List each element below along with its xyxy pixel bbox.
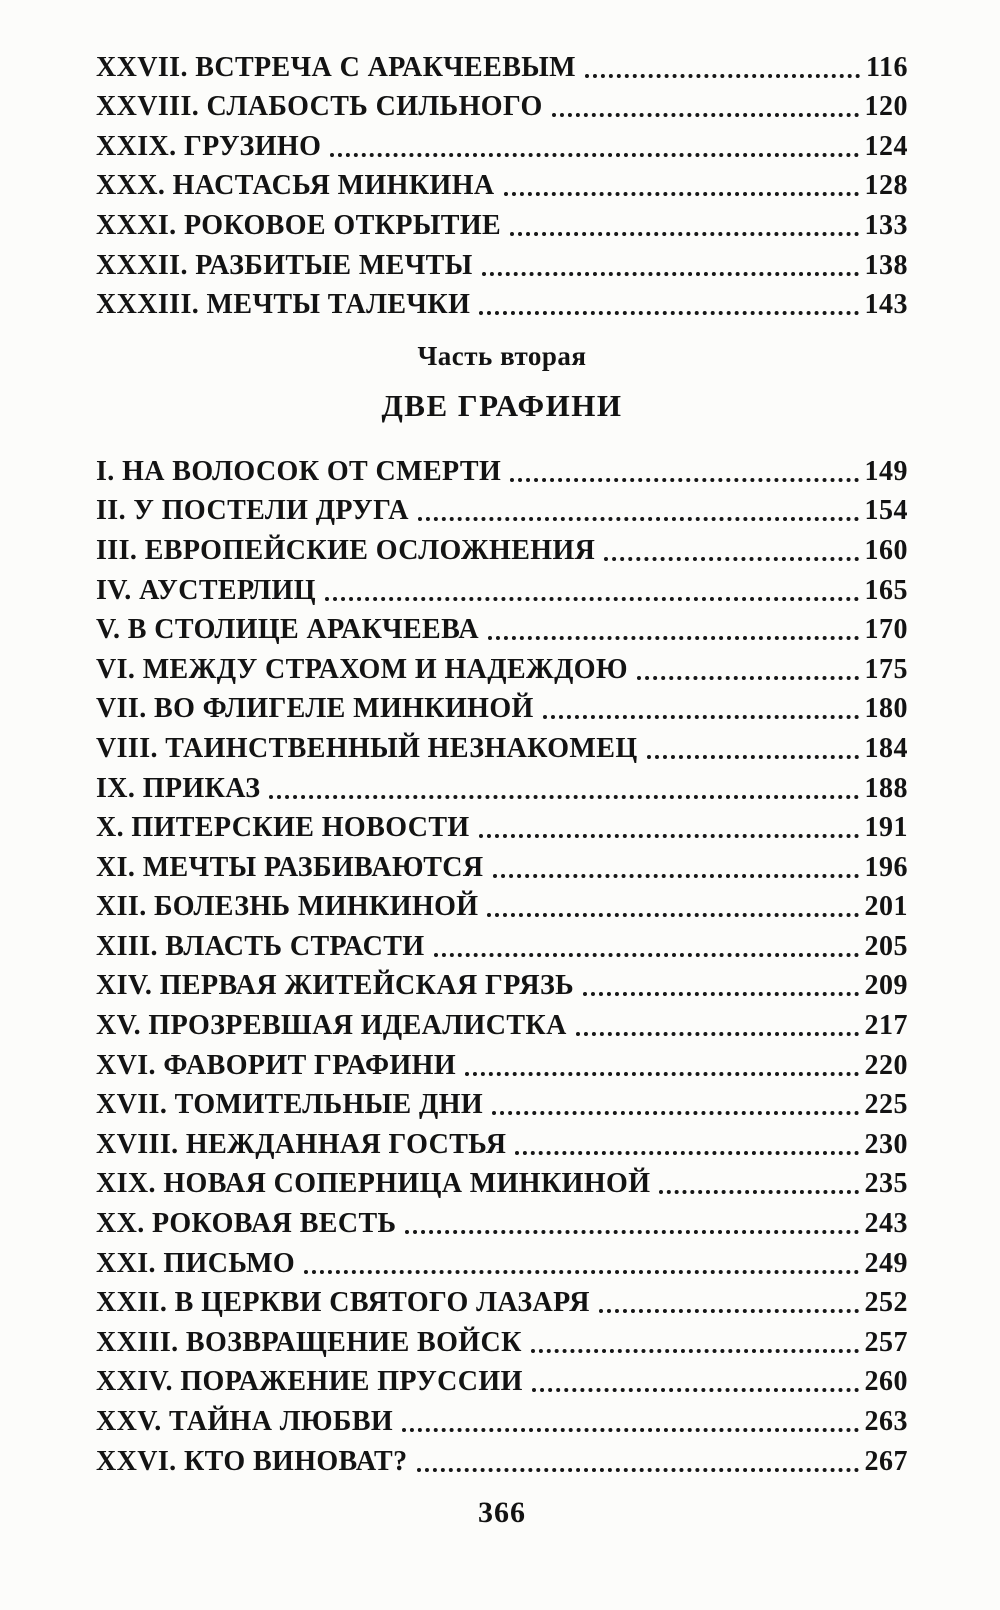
- toc-entry-title: XX. РОКОВАЯ ВЕСТЬ: [96, 1208, 397, 1240]
- toc-entry-title: XXI. ПИСЬМО: [96, 1247, 296, 1279]
- toc-entry-title: X. ПИТЕРСКИЕ НОВОСТИ: [96, 812, 470, 844]
- dot-leader: [492, 1111, 858, 1115]
- toc-entry-title: XXXIII. МЕЧТЫ ТАЛЕЧКИ: [96, 289, 471, 321]
- part-label: Часть вторая: [417, 341, 587, 372]
- toc-entry: [96, 846, 908, 886]
- toc-entry-title: IV. АУСТЕРЛИЦ: [96, 574, 316, 606]
- toc-entry-title: XXXI. РОКОВОЕ ОТКРЫТИЕ: [96, 209, 502, 241]
- dot-leader: [532, 1388, 859, 1392]
- dot-leader: [583, 992, 858, 996]
- dot-leader: [599, 1309, 859, 1313]
- dot-leader: [402, 1428, 858, 1432]
- dot-leader: [487, 913, 858, 917]
- dot-leader: [434, 953, 859, 957]
- toc-entry: [96, 204, 908, 244]
- toc-entry-title: XIII. ВЛАСТЬ СТРАСТИ: [96, 930, 425, 962]
- toc-entry-page: 116: [866, 51, 908, 83]
- dot-leader: [479, 311, 858, 315]
- dot-leader: [576, 1032, 859, 1036]
- dot-leader: [304, 1270, 858, 1274]
- toc-entry: [96, 807, 908, 847]
- dot-leader: [325, 597, 859, 601]
- toc-entry-title: V. В СТОЛИЦЕ АРАКЧЕЕВА: [96, 614, 480, 646]
- dot-leader: [269, 795, 858, 799]
- toc-entry-title: VI. МЕЖДУ СТРАХОМ И НАДЕЖДОЮ: [96, 653, 628, 685]
- dot-leader: [488, 636, 858, 640]
- toc-entry-page: 252: [864, 1287, 908, 1319]
- toc-entry-title: XXVIII. СЛАБОСТЬ СИЛЬНОГО: [96, 91, 543, 123]
- toc-entry: [96, 727, 908, 767]
- toc-entry-title: XII. БОЛЕЗНЬ МИНКИНОЙ: [96, 891, 479, 923]
- toc-entry-page: 267: [864, 1445, 908, 1477]
- toc-entry-title: II. У ПОСТЕЛИ ДРУГА: [96, 495, 409, 527]
- part-heading: [96, 341, 908, 424]
- toc-entry-page: 165: [864, 574, 908, 606]
- dot-leader: [482, 272, 859, 276]
- dot-leader: [647, 755, 859, 759]
- toc-entry-title: III. ЕВРОПЕЙСКИЕ ОСЛОЖНЕНИЯ: [96, 534, 596, 566]
- toc-entry: [96, 125, 908, 165]
- toc-entry: [96, 1163, 908, 1203]
- toc-entry: [96, 1242, 908, 1282]
- toc-entry: [96, 609, 908, 649]
- toc-entry: [96, 648, 908, 688]
- toc-entry: [96, 1361, 908, 1401]
- dot-leader: [479, 834, 859, 838]
- toc-entry-page: 188: [864, 772, 908, 804]
- toc-entry-title: XVII. ТОМИТЕЛЬНЫЕ ДНИ: [96, 1089, 484, 1121]
- dot-leader: [510, 478, 858, 482]
- toc-entry-title: IX. ПРИКАЗ: [96, 772, 261, 804]
- toc-entry: [96, 1123, 908, 1163]
- toc-entry: [96, 1084, 908, 1124]
- toc-entry-title: XVIII. НЕЖДАННАЯ ГОСТЬЯ: [96, 1128, 507, 1160]
- toc-entry: [96, 1202, 908, 1242]
- dot-leader: [637, 676, 859, 680]
- dot-leader: [510, 232, 858, 236]
- part-title: ДВЕ ГРАФИНИ: [381, 388, 623, 424]
- toc-entry: [96, 1282, 908, 1322]
- toc-entry-page: 260: [864, 1366, 908, 1398]
- toc-entry: [96, 569, 908, 609]
- toc-entry-title: XXII. В ЦЕРКВИ СВЯТОГО ЛАЗАРЯ: [96, 1287, 590, 1319]
- toc-entry-title: XXVI. КТО ВИНОВАТ?: [96, 1445, 408, 1477]
- dot-leader: [330, 153, 858, 157]
- toc-entry-title: XXIV. ПОРАЖЕНИЕ ПРУССИИ: [96, 1366, 523, 1398]
- dot-leader: [493, 874, 859, 878]
- toc-entry-page: 249: [864, 1247, 908, 1279]
- toc-entry-page: 205: [864, 930, 908, 962]
- toc-entry-page: 170: [864, 614, 908, 646]
- toc-entry-page: 235: [864, 1168, 908, 1200]
- toc-entry: [96, 1321, 908, 1361]
- dot-leader: [515, 1151, 858, 1155]
- dot-leader: [552, 113, 859, 117]
- toc-entry: [96, 529, 908, 569]
- toc-entry: [96, 1044, 908, 1084]
- toc-entry-page: 120: [864, 91, 908, 123]
- toc-entry-title: XXV. ТАЙНА ЛЮБВИ: [96, 1406, 394, 1437]
- toc-entry-page: 143: [864, 289, 908, 321]
- toc-entry-page: 243: [864, 1208, 908, 1240]
- toc-entry: [96, 1004, 908, 1044]
- toc-entry-page: 191: [864, 812, 908, 844]
- toc-entry-page: 175: [864, 653, 908, 685]
- toc-entry-title: I. НА ВОЛОСОК ОТ СМЕРТИ: [96, 455, 502, 487]
- toc-entry-title: XXVII. ВСТРЕЧА С АРАКЧЕЕВЫМ: [96, 51, 576, 83]
- toc-entry-page: 217: [864, 1010, 908, 1042]
- toc-entry-page: 230: [864, 1128, 908, 1160]
- toc-entry: [96, 284, 908, 324]
- toc-entry-title: VII. ВО ФЛИГЕЛЕ МИНКИНОЙ: [96, 693, 534, 725]
- toc-entry: [96, 767, 908, 807]
- dot-leader: [465, 1072, 858, 1076]
- toc-entry-title: XI. МЕЧТЫ РАЗБИВАЮТСЯ: [96, 851, 484, 883]
- toc-entry-page: 128: [864, 170, 908, 202]
- toc-entry: [96, 490, 908, 530]
- toc-entry-title: XIX. НОВАЯ СОПЕРНИЦА МИНКИНОЙ: [96, 1168, 651, 1200]
- toc-entry-title: VIII. ТАИНСТВЕННЫЙ НЕЗНАКОМЕЦ: [96, 732, 638, 764]
- toc-entry: [96, 1400, 908, 1440]
- toc-entry-page: 263: [864, 1406, 908, 1437]
- toc-entry: [96, 925, 908, 965]
- toc-entry-page: 149: [864, 455, 908, 487]
- page-folio-number: 366: [478, 1495, 526, 1529]
- dot-leader: [531, 1349, 859, 1353]
- toc-entry-page: 138: [864, 249, 908, 281]
- toc-entry-title: XXIX. ГРУЗИНО: [96, 130, 322, 162]
- toc-entry-page: 209: [864, 970, 908, 1002]
- toc-entry-page: 133: [864, 209, 908, 241]
- toc-entry: [96, 1440, 908, 1480]
- toc-entry-page: 225: [864, 1089, 908, 1121]
- toc-entry: [96, 688, 908, 728]
- toc-entry-page: 196: [864, 851, 908, 883]
- toc-entry-page: 201: [864, 891, 908, 923]
- toc-entry-page: 257: [864, 1326, 908, 1358]
- dot-leader: [418, 517, 859, 521]
- toc-entry-page: 124: [864, 130, 908, 162]
- toc-entry-page: 180: [864, 693, 908, 725]
- dot-leader: [585, 74, 860, 78]
- dot-leader: [504, 192, 859, 196]
- toc-entry-page: 160: [864, 534, 908, 566]
- dot-leader: [659, 1190, 858, 1194]
- dot-leader: [405, 1230, 858, 1234]
- toc-entry: [96, 886, 908, 926]
- toc-entry: [96, 86, 908, 126]
- toc-entry: [96, 965, 908, 1005]
- toc-entry: [96, 46, 908, 86]
- toc-entry: [96, 450, 908, 490]
- dot-leader: [543, 715, 859, 719]
- toc-entry-page: 154: [864, 495, 908, 527]
- toc-entry-title: XIV. ПЕРВАЯ ЖИТЕЙСКАЯ ГРЯЗЬ: [96, 970, 575, 1002]
- toc-entry-title: XXIII. ВОЗВРАЩЕНИЕ ВОЙСК: [96, 1326, 522, 1358]
- toc-entry-page: 220: [864, 1049, 908, 1081]
- toc-entry-title: XV. ПРОЗРЕВШАЯ ИДЕАЛИСТКА: [96, 1010, 567, 1042]
- toc-entry-title: XXX. НАСТАСЬЯ МИНКИНА: [96, 170, 495, 202]
- toc-entry-title: XVI. ФАВОРИТ ГРАФИНИ: [96, 1049, 457, 1081]
- toc-section-part-one-end: [96, 46, 908, 323]
- toc-section-part-two: [96, 450, 908, 1479]
- toc-entry-page: 184: [864, 732, 908, 764]
- toc-entry-title: XXXII. РАЗБИТЫЕ МЕЧТЫ: [96, 249, 473, 281]
- dot-leader: [417, 1468, 859, 1472]
- dot-leader: [604, 557, 858, 561]
- toc-entry: [96, 244, 908, 284]
- toc-entry: [96, 165, 908, 205]
